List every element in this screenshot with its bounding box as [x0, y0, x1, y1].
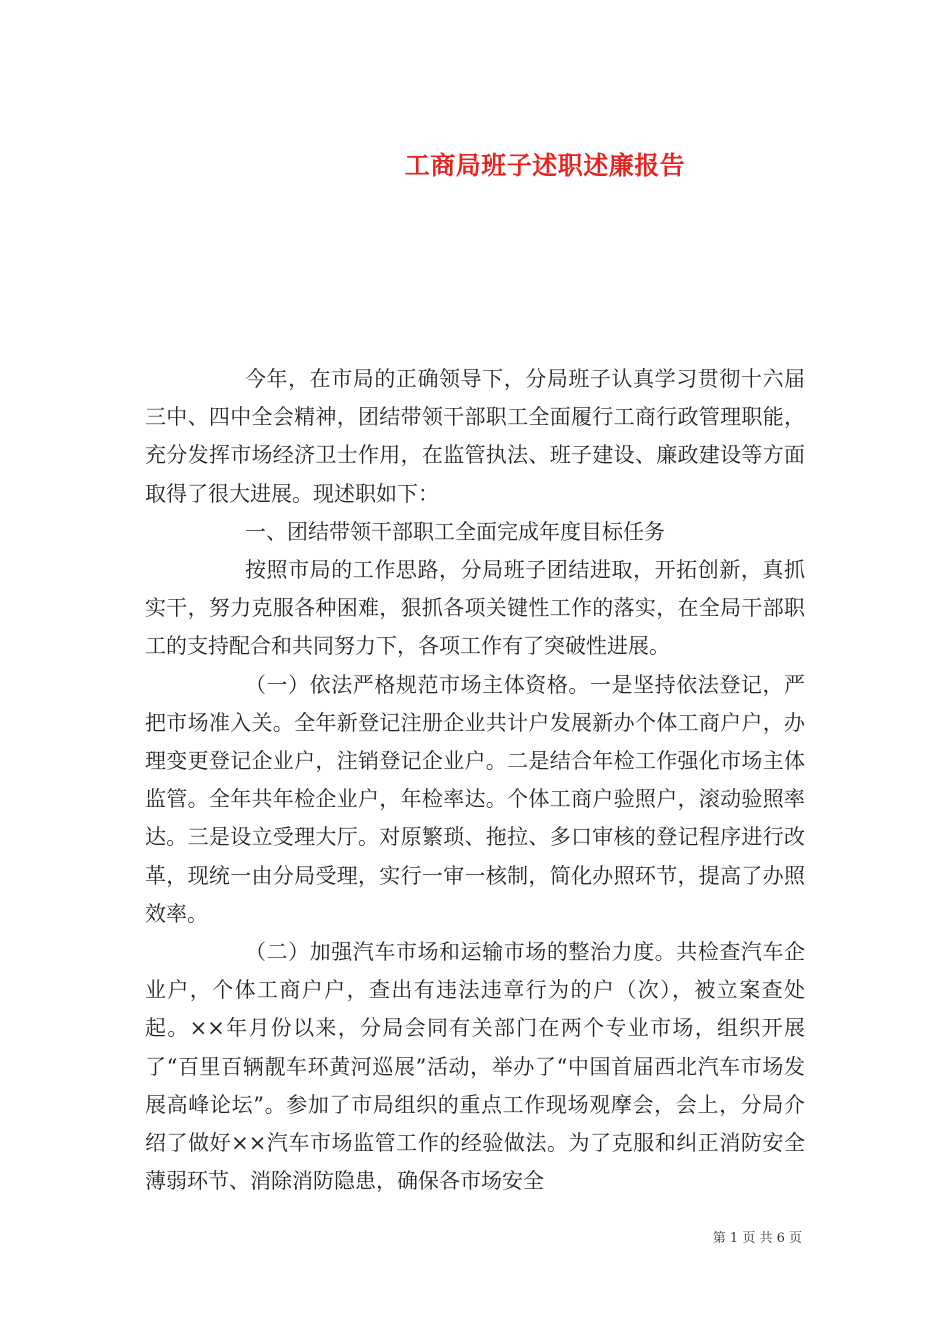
section-heading-1: 一、团结带领干部职工全面完成年度目标任务 — [245, 519, 665, 544]
document-title: 工商局班子述职述廉报告 — [404, 150, 686, 180]
page-number-footer: 第 1 页 共 6 页 — [712, 1231, 802, 1246]
paragraph-market-subject: （一）依法严格规范市场主体资格。一是坚持依法登记，严把市场准入关。全年新登记注册企业共计户发展新办个体工商户户，办理变更登记企业户，注销登记企业户。二是结合年检工作强化市场主体监管。全年共年检企业户，年检率达。个体工商户验照户，滚动验照率达。三是设立受理大厅。对原繁琐、拖拉、多口审核的登记程序进行改革，现统一由分局受理，实行一审一核制，简化办照环节，提高了办照效率。 — [145, 672, 805, 926]
document-body — [145, 360, 805, 1200]
paragraph-work-ideas: 按照市局的工作思路，分局班子团结进取，开拓创新，真抓实干，努力克服各种困难，狠抓各项关键性工作的落实，在全局干部职工的支持配合和共同努力下，各项工作有了突破性进展。 — [145, 558, 805, 659]
paragraph-intro: 今年，在市局的正确领导下，分局班子认真学习贯彻十六届三中、四中全会精神，团结带领干部职工全面履行工商行政管理职能，充分发挥市场经济卫士作用，在监管执法、班子建设、廉政建设等方面取得了很大进展。现述职如下： — [145, 367, 805, 506]
paragraph-auto-market: （二）加强汽车市场和运输市场的整治力度。共检查汽车企业户，个体工商户户，查出有违法违章行为的户（次），被立案查处起。××年月份以来，分局会同有关部门在两个专业市场，组织开展了“百里百辆靓车环黄河巡展”活动，举办了“中国首届西北汽车市场发展高峰论坛”。参加了市局组织的重点工作现场观摩会，会上，分局介绍了做好××汽车市场监管工作的经验做法。为了克服和纠正消防安全薄弱环节、消除消防隐患，确保各市场安全 — [145, 940, 805, 1194]
